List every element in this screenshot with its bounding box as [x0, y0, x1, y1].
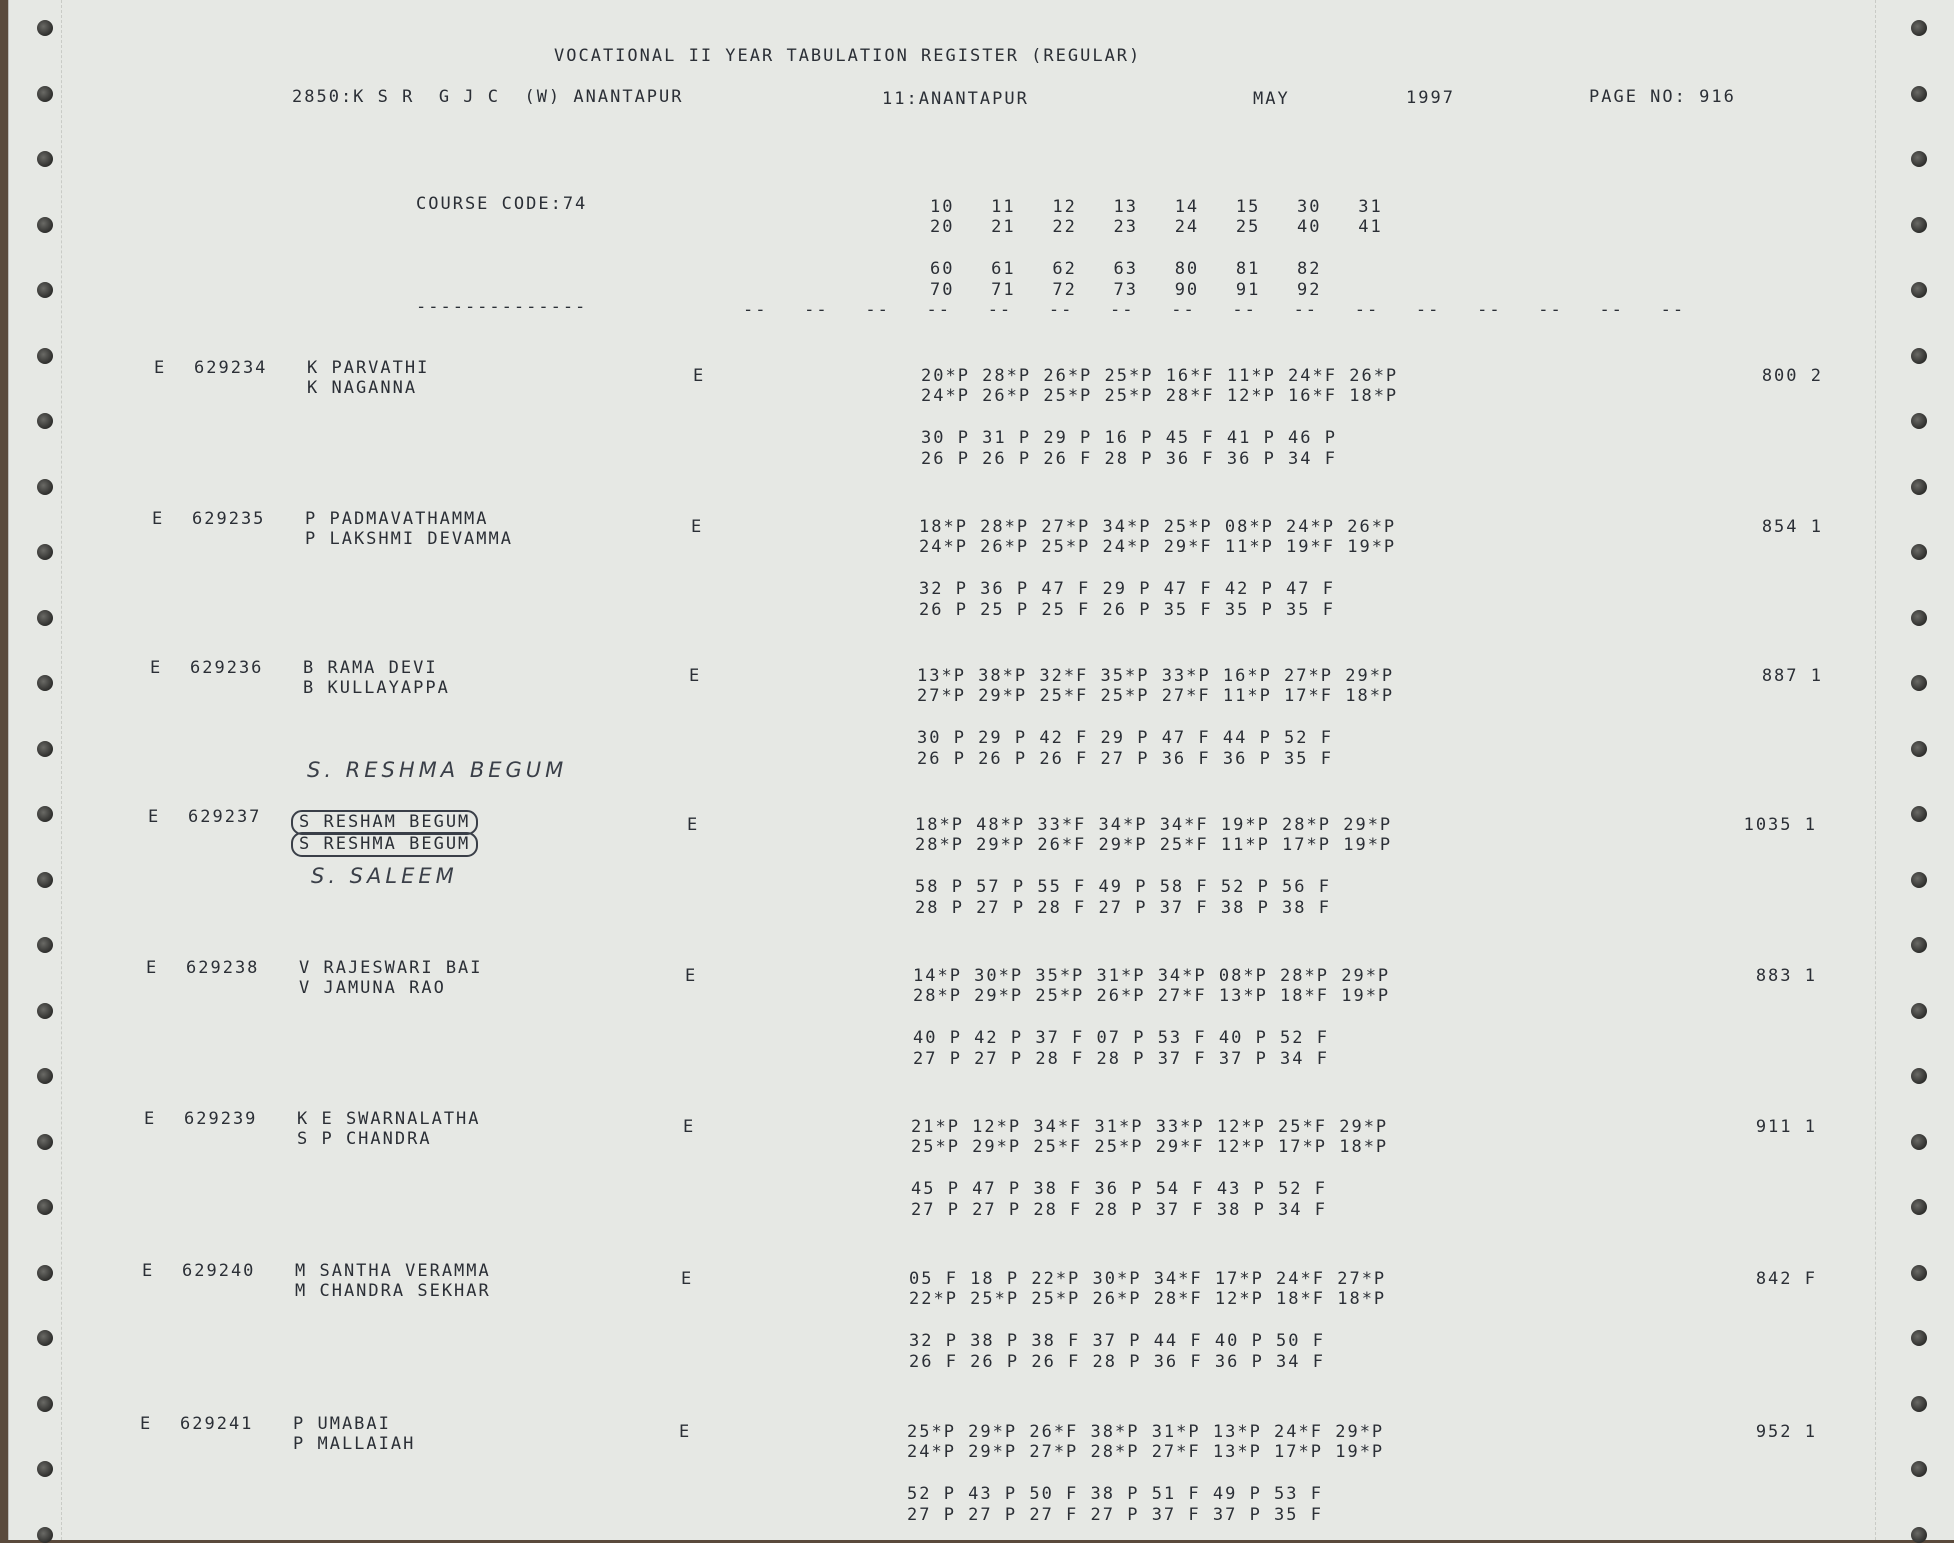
hall-ticket-number: 629237	[188, 807, 262, 827]
marks-row-4: 26 P 26 P 26 F 28 P 36 F 36 P 34 F	[921, 449, 1337, 469]
feed-hole	[37, 872, 53, 888]
marks-row-4: 27 P 27 P 28 F 28 P 37 F 37 P 34 F	[913, 1049, 1329, 1069]
grand-total-result: 952 1	[1755, 1422, 1817, 1442]
feed-hole	[37, 1330, 53, 1346]
father-name: M CHANDRA SEKHAR	[295, 1281, 491, 1301]
marks-row-2: 28*P 29*P 26*F 29*P 25*F 11*P 17*P 19*P	[915, 835, 1393, 855]
marks-row-2: 22*P 25*P 25*P 26*P 28*F 12*P 18*F 18*P	[909, 1289, 1387, 1309]
father-name: P LAKSHMI DEVAMMA	[305, 529, 513, 549]
feed-hole	[37, 217, 53, 233]
marks-row-2: 24*P 29*P 27*P 28*P 27*F 13*P 17*P 19*P	[907, 1442, 1385, 1462]
feed-hole	[37, 479, 53, 495]
grand-total-result: 854 1	[1761, 517, 1823, 537]
student-category: E	[140, 1414, 153, 1434]
student-name: K PARVATHI	[307, 358, 430, 378]
subject-codes-row-3: 60 61 62 63 80 81 82	[930, 259, 1322, 279]
father-name: V JAMUNA RAO	[299, 978, 446, 998]
district-name: 11:ANANTAPUR	[882, 89, 1029, 109]
feed-hole	[37, 282, 53, 298]
marks-row-4: 26 F 26 P 26 F 28 P 36 F 36 P 34 F	[909, 1352, 1325, 1372]
subject-codes-row-4: 70 71 72 73 90 91 92	[930, 280, 1322, 300]
medium: E	[691, 517, 704, 537]
feed-hole	[1911, 1461, 1927, 1477]
feed-hole	[1911, 1199, 1927, 1215]
feed-hole	[37, 1068, 53, 1084]
medium: E	[679, 1422, 692, 1442]
marks-row-3: 30 P 31 P 29 P 16 P 45 F 41 P 46 P	[921, 428, 1337, 448]
college-name: 2850:K S R G J C (W) ANANTAPUR	[292, 87, 684, 107]
medium: E	[683, 1117, 696, 1137]
feed-hole	[1911, 348, 1927, 364]
marks-row-2: 24*P 26*P 25*P 24*P 29*F 11*P 19*F 19*P	[919, 537, 1397, 557]
hall-ticket-number: 629239	[184, 1109, 258, 1129]
grand-total-result: 887 1	[1761, 666, 1823, 686]
feed-hole	[1911, 544, 1927, 560]
feed-hole	[1911, 1068, 1927, 1084]
feed-hole	[37, 151, 53, 167]
tractor-feed-holes-right	[1905, 0, 1935, 1540]
feed-hole	[37, 741, 53, 757]
page-number: PAGE NO: 916	[1589, 87, 1736, 107]
column-separator-dashes: -- -- -- -- -- -- -- -- -- -- -- -- -- -- -- --	[743, 300, 1686, 320]
exam-month: MAY	[1253, 89, 1290, 109]
hall-ticket-number: 629240	[182, 1261, 256, 1281]
feed-hole	[1911, 1134, 1927, 1150]
marks-row-4: 26 P 25 P 25 F 26 P 35 F 35 P 35 F	[919, 600, 1335, 620]
marks-row-1: 13*P 38*P 32*F 35*P 33*P 16*P 27*P 29*P	[917, 666, 1395, 686]
marks-row-4: 27 P 27 P 28 F 28 P 37 F 38 P 34 F	[911, 1200, 1327, 1220]
feed-hole	[1911, 1265, 1927, 1281]
course-underline: --------------	[416, 297, 588, 317]
feed-hole	[37, 610, 53, 626]
marks-row-1: 18*P 48*P 33*F 34*P 34*F 19*P 28*P 29*P	[915, 815, 1393, 835]
marks-row-4: 26 P 26 P 26 F 27 P 36 F 36 P 35 F	[917, 749, 1333, 769]
feed-hole	[1911, 675, 1927, 691]
feed-hole	[1911, 1003, 1927, 1019]
marks-row-3: 32 P 38 P 38 F 37 P 44 F 40 P 50 F	[909, 1331, 1325, 1351]
student-name: S RESHAM BEGUM	[291, 810, 478, 835]
feed-hole	[1911, 217, 1927, 233]
marks-row-1: 25*P 29*P 26*F 38*P 31*P 13*P 24*F 29*P	[907, 1422, 1385, 1442]
feed-hole	[1911, 479, 1927, 495]
student-category: E	[146, 958, 159, 978]
feed-hole	[37, 348, 53, 364]
marks-row-1: 20*P 28*P 26*P 25*P 16*F 11*P 24*F 26*P	[921, 366, 1399, 386]
father-name: S RESHMA BEGUM	[291, 832, 478, 857]
subject-codes-row-2: 20 21 22 23 24 25 40 41	[930, 217, 1383, 237]
feed-hole	[37, 1199, 53, 1215]
student-category: E	[154, 358, 167, 378]
student-name: M SANTHA VERAMMA	[295, 1261, 491, 1281]
marks-row-2: 24*P 26*P 25*P 25*P 28*F 12*P 16*F 18*P	[921, 386, 1399, 406]
tractor-feed-holes-left	[31, 0, 61, 1540]
feed-hole	[37, 1527, 53, 1543]
marks-row-3: 58 P 57 P 55 F 49 P 58 F 52 P 56 F	[915, 877, 1331, 897]
grand-total-result: 1035 1	[1743, 815, 1817, 835]
student-name: V RAJESWARI BAI	[299, 958, 483, 978]
medium: E	[687, 815, 700, 835]
feed-hole	[1911, 1330, 1927, 1346]
register-title: VOCATIONAL II YEAR TABULATION REGISTER (REGULAR)	[554, 46, 1142, 66]
marks-row-3: 40 P 42 P 37 F 07 P 53 F 40 P 52 F	[913, 1028, 1329, 1048]
student-category: E	[150, 658, 163, 678]
feed-hole	[1911, 1527, 1927, 1543]
father-name: B KULLAYAPPA	[303, 678, 450, 698]
student-name: P PADMAVATHAMMA	[305, 509, 489, 529]
student-category: E	[148, 807, 161, 827]
hall-ticket-number: 629241	[180, 1414, 254, 1434]
feed-hole	[1911, 1396, 1927, 1412]
marks-row-3: 52 P 43 P 50 F 38 P 51 F 49 P 53 F	[907, 1484, 1323, 1504]
feed-hole	[1911, 86, 1927, 102]
feed-hole	[1911, 872, 1927, 888]
father-name: S P CHANDRA	[297, 1129, 432, 1149]
medium: E	[685, 966, 698, 986]
feed-hole	[37, 413, 53, 429]
feed-hole	[37, 1134, 53, 1150]
marks-row-1: 21*P 12*P 34*F 31*P 33*P 12*P 25*F 29*P	[911, 1117, 1389, 1137]
feed-hole	[37, 1003, 53, 1019]
medium: E	[693, 366, 706, 386]
handwritten-correction-name: S. RESHMA BEGUM	[307, 758, 568, 782]
hall-ticket-number: 629235	[192, 509, 266, 529]
medium: E	[681, 1269, 694, 1289]
student-name: K E SWARNALATHA	[297, 1109, 481, 1129]
tabulation-sheet	[8, 0, 1954, 1540]
feed-hole	[37, 86, 53, 102]
marks-row-4: 27 P 27 P 27 F 27 P 37 F 37 P 35 F	[907, 1505, 1323, 1525]
feed-hole	[1911, 741, 1927, 757]
feed-hole	[1911, 610, 1927, 626]
feed-hole	[37, 806, 53, 822]
grand-total-result: 842 F	[1755, 1269, 1817, 1289]
marks-row-1: 14*P 30*P 35*P 31*P 34*P 08*P 28*P 29*P	[913, 966, 1391, 986]
hall-ticket-number: 629234	[194, 358, 268, 378]
course-code: COURSE CODE:74	[416, 194, 588, 214]
feed-hole	[1911, 20, 1927, 36]
grand-total-result: 911 1	[1755, 1117, 1817, 1137]
feed-hole	[1911, 413, 1927, 429]
feed-hole	[37, 544, 53, 560]
student-category: E	[152, 509, 165, 529]
feed-hole	[1911, 282, 1927, 298]
father-name: P MALLAIAH	[293, 1434, 416, 1454]
feed-hole	[37, 20, 53, 36]
marks-row-2: 28*P 29*P 25*P 26*P 27*F 13*P 18*F 19*P	[913, 986, 1391, 1006]
feed-hole	[37, 675, 53, 691]
perforation-line-left	[61, 0, 62, 1540]
marks-row-3: 32 P 36 P 47 F 29 P 47 F 42 P 47 F	[919, 579, 1335, 599]
feed-hole	[1911, 806, 1927, 822]
feed-hole	[37, 1396, 53, 1412]
hall-ticket-number: 629236	[190, 658, 264, 678]
marks-row-1: 18*P 28*P 27*P 34*P 25*P 08*P 24*P 26*P	[919, 517, 1397, 537]
hall-ticket-number: 629238	[186, 958, 260, 978]
feed-hole	[37, 937, 53, 953]
student-category: E	[144, 1109, 157, 1129]
medium: E	[689, 666, 702, 686]
marks-row-4: 28 P 27 P 28 F 27 P 37 F 38 P 38 F	[915, 898, 1331, 918]
subject-codes-row-1: 10 11 12 13 14 15 30 31	[930, 197, 1383, 217]
student-category: E	[142, 1261, 155, 1281]
marks-row-3: 30 P 29 P 42 F 29 P 47 F 44 P 52 F	[917, 728, 1333, 748]
grand-total-result: 800 2	[1761, 366, 1823, 386]
father-name: K NAGANNA	[307, 378, 418, 398]
feed-hole	[37, 1461, 53, 1477]
feed-hole	[1911, 151, 1927, 167]
marks-row-2: 27*P 29*P 25*F 25*P 27*F 11*P 17*F 18*P	[917, 686, 1395, 706]
marks-row-1: 05 F 18 P 22*P 30*P 34*F 17*P 24*F 27*P	[909, 1269, 1387, 1289]
marks-row-3: 45 P 47 P 38 F 36 P 54 F 43 P 52 F	[911, 1179, 1327, 1199]
perforation-line-right	[1875, 0, 1876, 1540]
student-name: B RAMA DEVI	[303, 658, 438, 678]
handwritten-correction-father: S. SALEEM	[311, 864, 458, 888]
feed-hole	[1911, 937, 1927, 953]
grand-total-result: 883 1	[1755, 966, 1817, 986]
student-name: P UMABAI	[293, 1414, 391, 1434]
feed-hole	[37, 1265, 53, 1281]
marks-row-2: 25*P 29*P 25*F 25*P 29*F 12*P 17*P 18*P	[911, 1137, 1389, 1157]
exam-year: 1997	[1406, 88, 1455, 108]
